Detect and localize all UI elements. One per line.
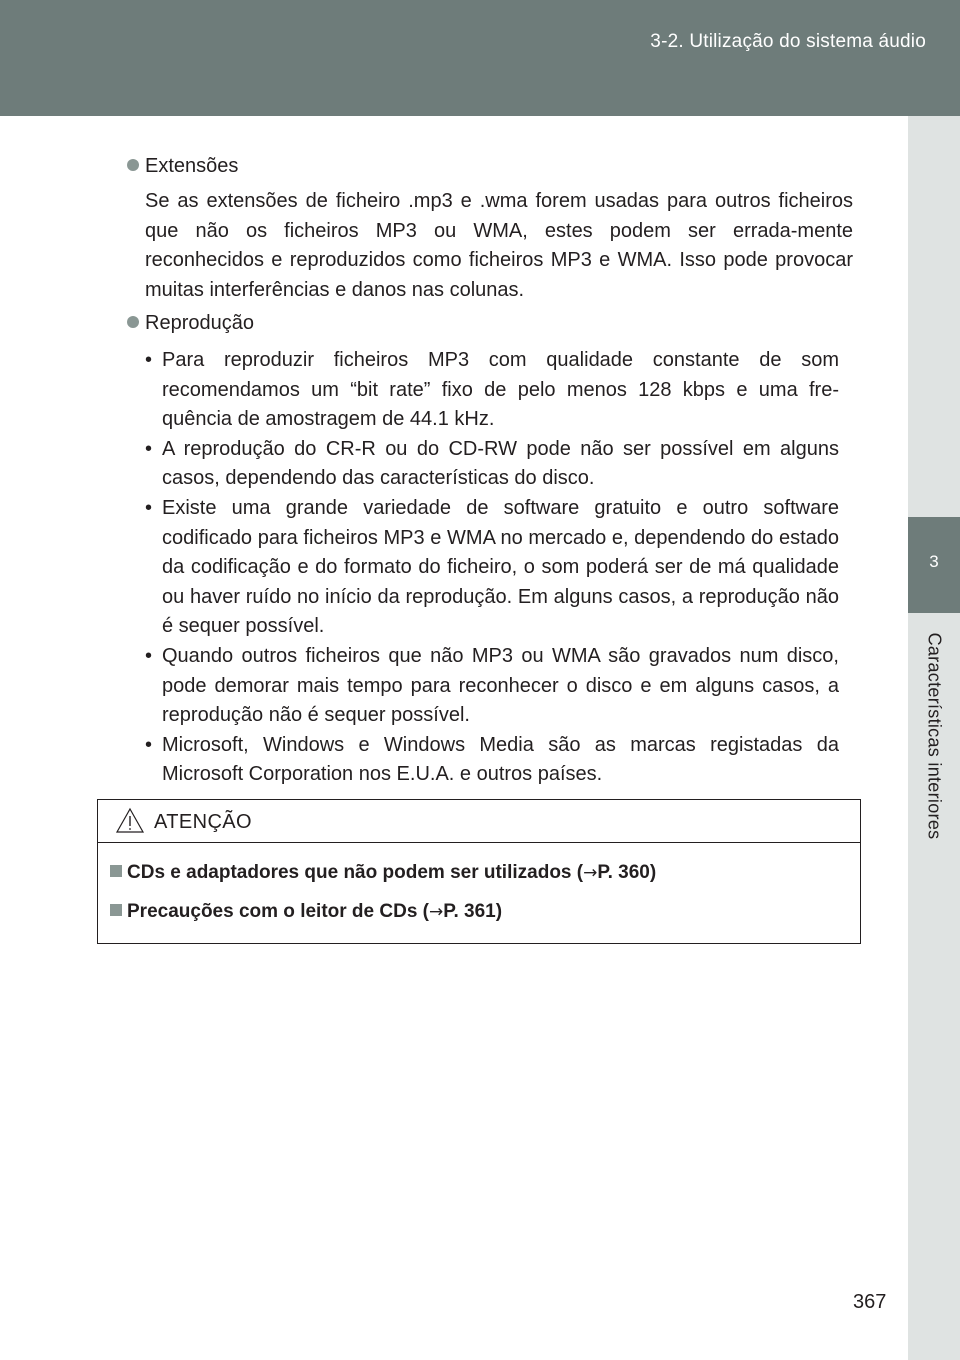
chapter-label: Características interiores	[924, 632, 945, 840]
chapter-number: 3	[929, 552, 939, 571]
paragraph-extensoes: Se as extensões de ficheiro .mp3 e .wma forem usadas para outros ficheiros que não os ficheiros MP3 ou WMA, estes podem ser errada-mente reconhecidos e reproduzidos como ficheiros MP3 e WMA. Isso pode provocar muitas interferências e danos nas colunas.	[145, 190, 853, 301]
heading-reproducao: Reprodução	[127, 311, 254, 335]
page-number: 367	[853, 1291, 887, 1313]
side-panel-top	[908, 116, 960, 517]
page-reference-link[interactable]: P. 360)	[597, 862, 657, 883]
square-bullet-icon	[110, 904, 122, 916]
square-bullet-icon	[110, 865, 122, 877]
arrow-right-icon: →	[583, 863, 598, 883]
bullet-dot-icon	[127, 316, 139, 328]
warning-title: ATENÇÃO	[154, 811, 252, 833]
page-reference-link[interactable]: P. 361)	[443, 901, 503, 922]
chapter-tab	[908, 517, 960, 613]
bullet-list-reproducao	[145, 346, 839, 790]
warning-header	[98, 800, 860, 843]
list-item: • Para reproduzir ficheiros MP3 com qualidade constante de som recomendamos um “bit rate” fixo de pelo menos 128 kbps e uma fre-quência de amostragem de 44.1 kHz.	[145, 346, 839, 435]
warning-box	[97, 799, 861, 944]
page-header	[0, 0, 960, 116]
list-item: • Microsoft, Windows e Windows Media são as marcas registadas da Microsoft Corporation nos E.U.A. e outros países.	[145, 731, 839, 790]
arrow-right-icon: →	[429, 902, 444, 922]
list-item: • Existe uma grande variedade de software gratuito e outro software codificado para ficheiros MP3 e WMA no mercado e, dependendo do estado da codificação e do formato do ficheiro, o som poderá ser de má qualidade ou haver ruído no início da reprodução. Em alguns casos, a reprodução não é sequer possível.	[145, 494, 839, 642]
warning-item: CDs e adaptadores que não podem ser utilizados (→P. 360)	[110, 862, 656, 884]
section-title: 3-2. Utilização do sistema áudio	[650, 31, 926, 52]
warning-item: Precauções com o leitor de CDs (→P. 361)	[110, 901, 502, 923]
warning-triangle-icon	[115, 807, 145, 834]
list-item: • Quando outros ficheiros que não MP3 ou WMA são gravados num disco, pode demorar mais tempo para reconhecer o disco e em alguns casos, a reprodução não é sequer possível.	[145, 642, 839, 731]
heading-extensoes: Extensões	[127, 154, 238, 178]
list-item: • A reprodução do CR-R ou do CD-RW pode não ser possível em alguns casos, dependendo das características do disco.	[145, 435, 839, 494]
bullet-dot-icon	[127, 159, 139, 171]
